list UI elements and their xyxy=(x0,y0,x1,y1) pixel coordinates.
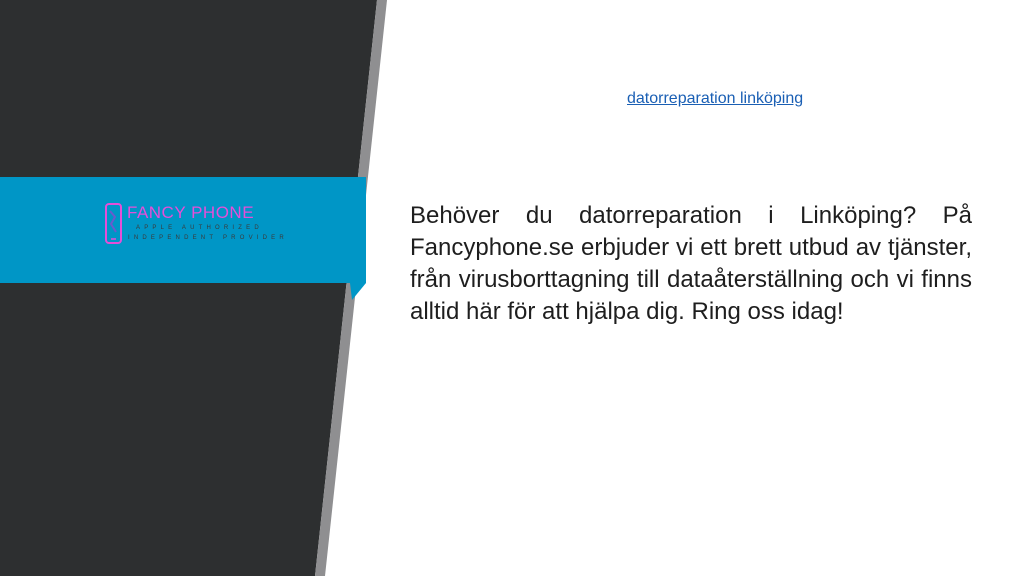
slide-body-text: Behöver du datorreparation i Linköping? På Fancyphone.se erbjuder vi ett brett utbud av tjänster, från virusborttagning till dataåterställning och vi finns alltid här för att hjälpa dig. Ring oss idag! xyxy=(410,202,972,325)
logo-tagline-1: APPLE AUTHORIZED xyxy=(136,225,263,231)
logo-tagline-2: INDEPENDENT PROVIDER xyxy=(128,235,288,241)
banner-fold xyxy=(350,283,366,300)
dark-side-panel xyxy=(0,0,377,576)
fancy-phone-logo xyxy=(103,201,298,247)
datorreparation-link[interactable]: datorreparation linköping xyxy=(627,90,804,107)
phone-repair-icon xyxy=(103,202,125,246)
logo-wordmark: FANCY PHONE xyxy=(127,203,255,222)
